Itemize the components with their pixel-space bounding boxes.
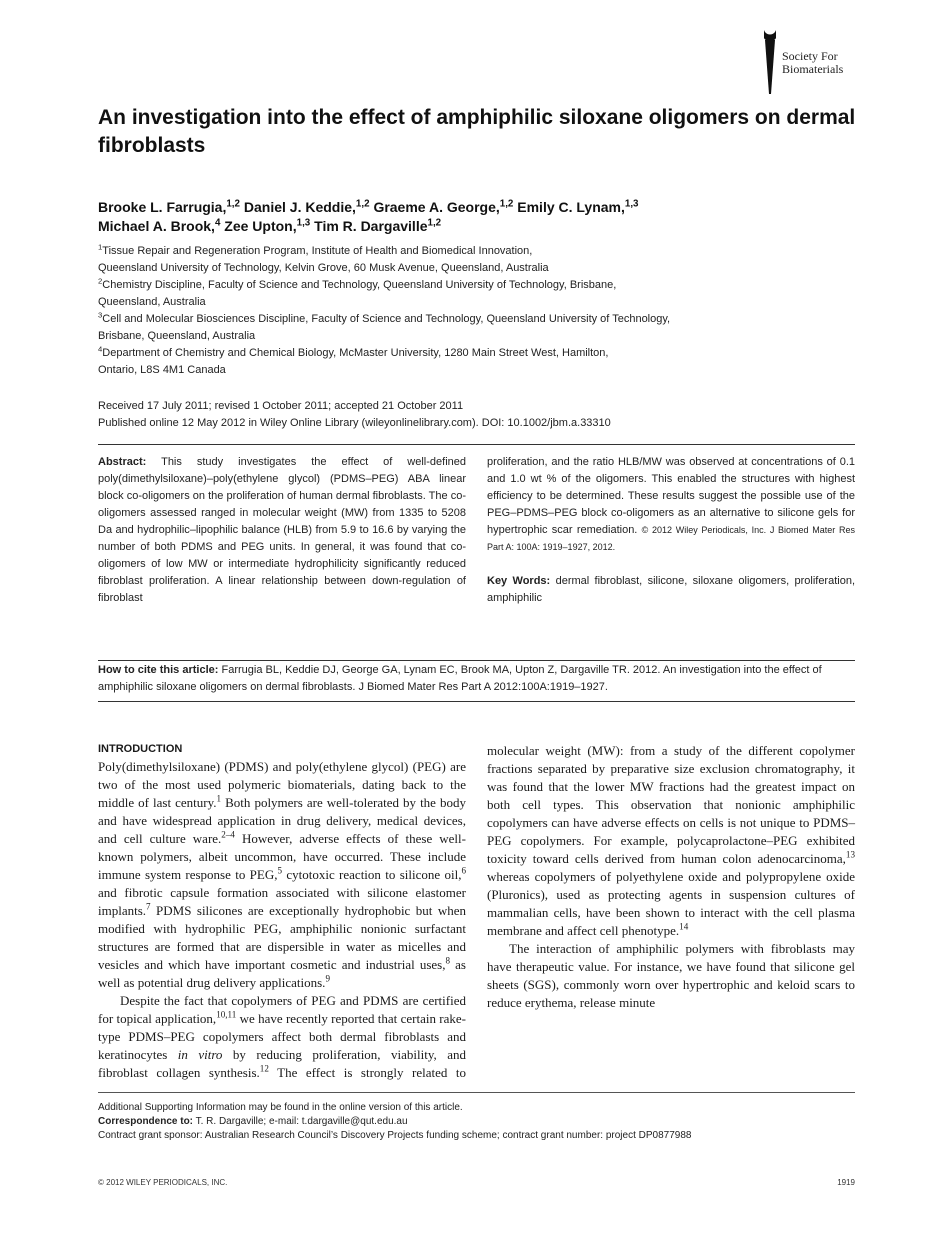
footer-copyright: © 2012 WILEY PERIODICALS, INC. xyxy=(98,1178,228,1187)
keywords: dermal fibroblast, silicone, siloxane oligomers, proliferation, amphiphilic xyxy=(487,575,856,604)
how-to-cite xyxy=(98,662,855,696)
abstract-right-column xyxy=(487,454,855,607)
abstract-left-column xyxy=(98,454,466,607)
affiliations xyxy=(98,243,858,379)
paragraph: The interaction of amphiphilic polymers with fibroblasts may have therapeutic value. For instance, we have found that silicone gel sheets (SGS), commonly worn over hypertrophic and keloid scars to reduce erythema, release minute xyxy=(487,941,855,1010)
affiliation: $^4$Department of Chemistry and Chemical Biology, McMaster University, 1280 Main Street West, Hamilton, Ontario, L8S 4M1 Canada xyxy=(98,344,609,376)
paragraph: Despite the fact that copolymers of PEG and PDMS are certified for topical application,$^{10,11}$ we have recently reported that certain rake-type PDMS–PEG copolymers affect both dermal fibroblasts and keratinocytes in vitro by reducing proliferation, viability, and fibroblast collagen synthesis.$^{12}$ The effect is strongly related to molecular weight (MW): from a study of the different copolymer fractions separated by preparative size exclusion chromatography, it was found that the lower MW fractions had the greatest impact on both cell types. This observation that nonionic amphiphilic copolymers can have adverse effects on cells is not unique to PDMS–PEG copolymers. For example, polycaprolactone–PEG exhibited toxicity toward cells derived from human colon adenocarcinoma,$^{13}$ whereas copolymers of polyethylene oxide and polypropylene oxide (Pluronics), used as protecting agents in suspension cultures of mammalian cells, have been shown to interact with the cell plasma membrane and affect cell phenotype.$^{14}$ xyxy=(98,743,855,1080)
page-number: 1919 xyxy=(837,1178,855,1187)
keywords-label: Key Words: xyxy=(487,575,551,587)
author: Brooke L. Farrugia,$^{1,2}$ xyxy=(98,198,240,215)
abstract-label: Abstract: xyxy=(98,456,147,468)
torch-icon xyxy=(760,28,780,96)
received-date: Received 17 July 2011; revised 1 October 2011; accepted 21 October 2011 xyxy=(98,400,464,412)
author-list xyxy=(98,198,858,236)
footnotes xyxy=(98,1101,855,1143)
section-heading: INTRODUCTION xyxy=(98,743,183,755)
supporting-info: Additional Supporting Information may be found in the online version of this article. xyxy=(98,1102,463,1113)
article-title: An investigation into the effect of amphiphilic siloxane oligomers on dermal fibroblasts xyxy=(98,106,856,157)
affiliation: $^2$Chemistry Discipline, Faculty of Science and Technology, Queensland University of Technology, Brisbane, Queensland, Australia xyxy=(98,276,617,308)
divider xyxy=(98,660,855,661)
cite-label: How to cite this article: xyxy=(98,664,219,676)
published-date: Published online 12 May 2012 in Wiley Online Library (wileyonlinelibrary.com). DOI: 10.1002/jbm.a.33310 xyxy=(98,417,611,429)
affiliation: $^3$Cell and Molecular Biosciences Discipline, Faculty of Science and Technology, Queensland University of Technology, Brisbane, Queensland, Australia xyxy=(98,310,671,342)
author: Daniel J. Keddie,$^{1,2}$ xyxy=(243,198,370,215)
abstract-text: This study investigates the effect of well-defined poly(dimethylsiloxane)–poly(ethylene glycol) (PDMS–PEG) ABA linear block co-oligomers on the proliferation of human dermal fibroblasts. The co-oligomers assessed ranged in molecular weight (MW) from 1335 to 5208 Da and hydrophilic–lipophilic balance (HLB) from 5.9 to 16.6 by varying the number of both PDMS and PEG units. In general, it was found that co-oligomers of low MW or intermediate hydrophilicity significantly reduced fibroblast proliferation. A linear relationship between down-regulation of fibroblast xyxy=(98,456,467,604)
divider xyxy=(98,701,855,702)
author: Emily C. Lynam,$^{1,3}$ xyxy=(517,198,639,215)
grant-info: Contract grant sponsor: Australian Research Council’s Discovery Projects funding scheme; contract grant number: project DP0877988 xyxy=(98,1130,692,1141)
logo-text xyxy=(782,50,843,76)
logo-line-2: Biomaterials xyxy=(782,62,844,76)
author: Graeme A. George,$^{1,2}$ xyxy=(373,198,514,215)
affiliation: $^1$Tissue Repair and Regeneration Program, Institute of Health and Biomedical Innovation, Queensland University of Technology, Kelvin Grove, 60 Musk Avenue, Queensland, Australia xyxy=(98,242,549,274)
correspondence: Correspondence to: T. R. Dargaville; e-mail: t.dargaville@qut.edu.au xyxy=(98,1116,408,1127)
logo-line-1: Society For xyxy=(782,49,838,63)
paragraph: Poly(dimethylsiloxane) (PDMS) and poly(ethylene glycol) (PEG) are two of the most used polymeric biomaterials, dating back to the middle of last century.$^1$ Both polymers are well-tolerated by the body and have widespread application in drug delivery, medical devices, and cell culture ware.$^{2-4}$ However, adverse effects of these well-known polymers, albeit uncommon, have occurred. These include immune system response to PEG,$^5$ cytotoxic reaction to silicone oil,$^6$ and fibrotic capsule formation associated with silicone elastomer implants.$^7$ PDMS silicones are exceptionally hydrophobic but when modified with hydrophilic PEG, amphiphilic nonionic surfactant structures are formed that are dispersible in water as micelles and vesicles and which have important cosmetic and industrial uses,$^8$ as well as potential drug delivery applications.$^9$ xyxy=(98,759,466,990)
divider xyxy=(98,444,855,445)
abstract-copyright: © 2012 Wiley Periodicals, Inc. J Biomed Mater Res Part A: 100A: 1919–1927, 2012. xyxy=(487,525,855,552)
cite-text: Farrugia BL, Keddie DJ, George GA, Lynam EC, Brook MA, Upton Z, Dargaville TR. 2012. An investigation into the effect of amphiphilic siloxane oligomers on dermal fibroblasts. J Biomed Mater Res Part A 2012:100A:1919–1927. xyxy=(98,664,822,693)
author: Michael A. Brook,$^4$ xyxy=(98,217,221,234)
abstract-text-cont: proliferation, and the ratio HLB/MW was observed at concentrations of 0.1 and 1.0 wt % of the oligomers. This enabled the structures with highest efficiency to be determined. These results suggest the possible use of the PEG–PDMS–PEG block co-oligomers as an alternative to silicone gels for hypertrophic scar remediation. xyxy=(487,456,855,536)
divider xyxy=(98,1092,855,1093)
author: Zee Upton,$^{1,3}$ xyxy=(224,217,311,234)
author: Tim R. Dargaville$^{1,2}$ xyxy=(314,217,442,234)
publication-dates xyxy=(98,398,858,432)
body-text xyxy=(98,742,855,1084)
society-logo xyxy=(760,28,870,98)
